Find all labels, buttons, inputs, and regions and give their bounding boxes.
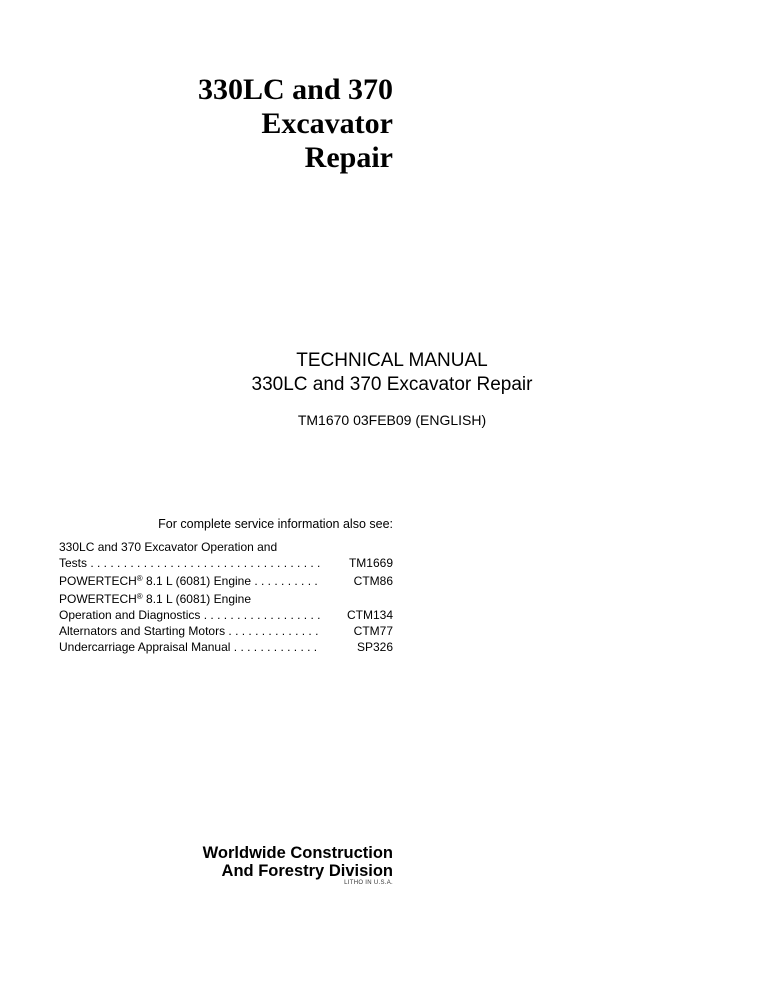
ref-title: Undercarriage Appraisal Manual . . . bbox=[59, 639, 321, 655]
list-item bbox=[59, 623, 393, 639]
litho-note: LITHO IN U.S.A. bbox=[344, 880, 393, 886]
ref-code: CTM134 bbox=[346, 608, 393, 622]
ref-title: 330LC and 370 Excavator Operation and bbox=[59, 540, 278, 554]
ref-title bbox=[59, 571, 321, 589]
ref-code: CTM86 bbox=[353, 574, 393, 588]
ref-title bbox=[59, 589, 393, 607]
brand-name: POWERTECH bbox=[59, 574, 137, 588]
technical-manual-subheading: 330LC and 370 Excavator Repair bbox=[251, 374, 533, 395]
list-item bbox=[59, 571, 393, 589]
related-manuals-intro: For complete service information also see: bbox=[158, 517, 393, 531]
division-line-2: And Forestry Division bbox=[221, 862, 393, 880]
ref-title-rest: 8.1 L (6081) Engine bbox=[142, 592, 252, 606]
division-line-1: Worldwide Construction bbox=[202, 844, 393, 862]
ref-title-rest: 8.1 L (6081) Engine bbox=[142, 574, 252, 588]
title-line-2: Excavator bbox=[261, 107, 393, 140]
ref-code: TM1669 bbox=[348, 556, 393, 570]
list-item bbox=[59, 539, 393, 555]
ref-title: Alternators and Starting Motors . . . bbox=[59, 623, 321, 639]
manual-title bbox=[198, 73, 393, 175]
title-line-1: 330LC and 370 bbox=[197, 73, 393, 106]
related-manuals-list bbox=[59, 516, 393, 655]
registered-mark: ® bbox=[136, 574, 143, 583]
manual-number: TM1670 03FEB09 (ENGLISH) bbox=[297, 412, 487, 428]
list-item bbox=[59, 607, 393, 623]
list-item bbox=[59, 589, 393, 607]
title-line-3: Repair bbox=[304, 141, 393, 174]
division-name bbox=[203, 844, 393, 880]
list-item bbox=[59, 555, 393, 571]
list-item bbox=[59, 639, 393, 655]
ref-code: CTM77 bbox=[353, 624, 393, 638]
technical-manual-heading: TECHNICAL MANUAL bbox=[296, 350, 488, 371]
ref-title: Tests . . . bbox=[59, 555, 321, 571]
ref-title: Operation and Diagnostics . . . bbox=[59, 607, 321, 623]
registered-mark: ® bbox=[136, 592, 143, 601]
brand-name: POWERTECH bbox=[59, 592, 137, 606]
ref-code: SP326 bbox=[356, 640, 393, 654]
